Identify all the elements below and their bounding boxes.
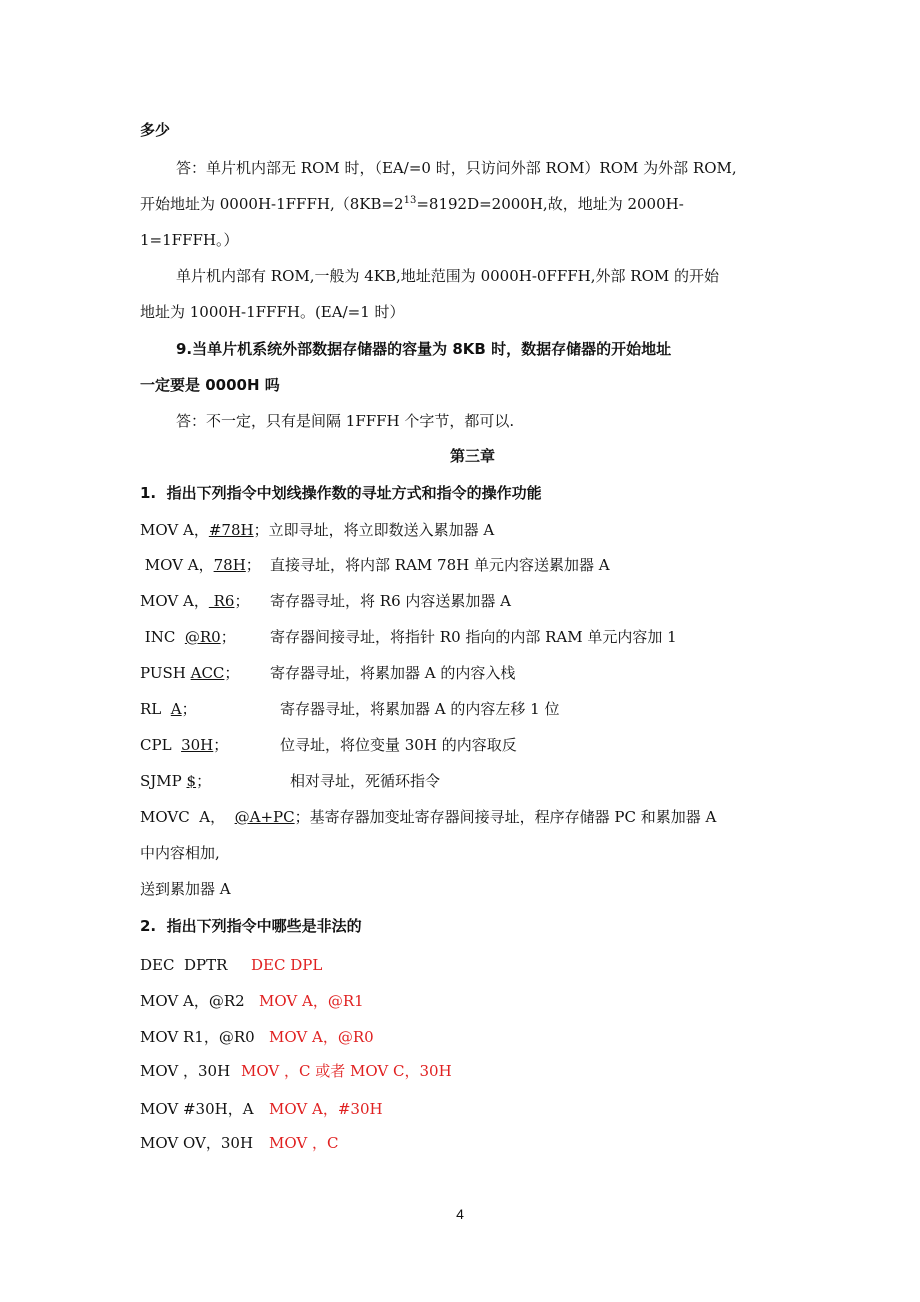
s1-row-operand: 30H [181, 736, 214, 754]
s1-movc-line-3: 送到累加器 A [140, 880, 231, 898]
q8-answer-line-5: 地址为 1000H-1FFFH。(EA/=1 时） [140, 303, 405, 321]
s1-row-desc: 寄存器寻址，将累加器 A 的内容入栈 [270, 664, 516, 682]
s1-row [140, 735, 228, 755]
s2-title: 2. 指出下列指令中哪些是非法的 [140, 917, 362, 935]
s2-row [140, 991, 245, 1011]
s1-row-pre: SJMP [140, 772, 187, 790]
s2-illegal: MOV R1，@R0 [140, 1028, 255, 1046]
exponent: 13 [403, 195, 417, 206]
s1-row-pre: PUSH [140, 664, 191, 682]
s1-row-sep: ； [213, 736, 229, 754]
s1-row-sep: ； [181, 700, 197, 718]
q9-answer: 答：不一定，只有是间隔 1FFFH 个字节，都可以. [176, 412, 515, 430]
s1-row [140, 555, 261, 575]
s1-row-sep: ； [196, 772, 212, 790]
s1-row-desc: 寄存器寻址，将累加器 A 的内容左移 1 位 [280, 700, 560, 718]
q8-answer-line-2 [140, 194, 684, 214]
s2-row [140, 1133, 253, 1153]
s1-row [140, 627, 236, 647]
s1-row [140, 699, 197, 719]
s1-row-operand: #78H [208, 521, 254, 539]
s2-correction: MOV ，C [269, 1134, 339, 1152]
q8-title-tail: 多少 [140, 121, 171, 139]
s1-row [140, 591, 249, 611]
s1-row [140, 663, 239, 683]
s1-row-operand: R6 [208, 592, 235, 610]
q8-answer-line-3: 1=1FFFH。） [140, 231, 239, 249]
s1-row-pre: CPL [140, 736, 182, 754]
s2-correction: MOV A，#30H [269, 1100, 383, 1118]
q8-answer-line-2b: =8192D=2000H,故，地址为 2000H- [416, 195, 684, 213]
q8-answer-line-4: 单片机内部有 ROM,一般为 4KB,地址范围为 0000H-0FFFH,外部 ROM 的开始 [176, 267, 719, 285]
s2-row [140, 1061, 230, 1081]
s1-row-operand: @A+PC [234, 808, 295, 826]
s1-row-desc: 位寻址，将位变量 30H 的内容取反 [280, 736, 517, 754]
s1-row-sep: ； [220, 628, 236, 646]
s2-illegal: MOV OV，30H [140, 1134, 254, 1152]
s1-row-operand: A [170, 700, 182, 718]
s2-illegal: DEC DPTR [140, 956, 228, 974]
s2-illegal: MOV #30H，A [140, 1100, 254, 1118]
s1-row-desc: 寄存器间接寻址，将指针 R0 指向的内部 RAM 单元内容加 1 [270, 628, 677, 646]
s1-row-operand: 78H [213, 556, 246, 574]
q9-title-line-1: 9.当单片机系统外部数据存储器的容量为 8KB 时，数据存储器的开始地址 [176, 340, 672, 358]
s2-correction: MOV A，@R1 [259, 992, 364, 1010]
s1-row-pre: MOV A， [140, 556, 214, 574]
page-number: 4 [456, 1206, 464, 1222]
chapter-title: 第三章 [450, 447, 496, 465]
s1-movc-line-2: 中内容相加, [140, 844, 220, 862]
q9-title-line-2: 一定要是 0000H 吗 [140, 376, 280, 394]
s2-correction: DEC DPL [251, 956, 323, 974]
q8-answer-line-2a: 开始地址为 0000H-1FFFH,（8KB=2 [140, 195, 404, 213]
s2-row [140, 955, 227, 975]
s1-row-desc: 直接寻址，将内部 RAM 78H 单元内容送累加器 A [270, 556, 610, 574]
s1-row [140, 771, 211, 791]
s1-title: 1. 指出下列指令中划线操作数的寻址方式和指令的操作功能 [140, 484, 542, 502]
s2-correction: MOV A，@R0 [269, 1028, 374, 1046]
s1-movc-line-1 [140, 807, 716, 827]
s2-illegal: MOV ，30H [140, 1062, 231, 1080]
s1-row-pre: RL [140, 700, 171, 718]
s1-row-pre: INC [140, 628, 185, 646]
s1-row-pre: MOVC A， [140, 808, 235, 826]
s1-row-sep: ； [234, 592, 250, 610]
s1-row [140, 520, 494, 540]
s1-row-desc: 相对寻址，死循环指令 [290, 772, 441, 790]
s2-correction: MOV ，C 或者 MOV C，30H [241, 1062, 452, 1080]
s1-row-operand: @R0 [184, 628, 221, 646]
s2-row [140, 1099, 254, 1119]
s1-row-operand: ACC [190, 664, 225, 682]
s1-row-desc: ；基寄存器加变址寄存器间接寻址，程序存储器 PC 和累加器 A [294, 808, 717, 826]
s1-row-operand: $ [186, 772, 197, 790]
s2-row [140, 1027, 255, 1047]
q8-answer-line-1: 答：单片机内部无 ROM 时，（EA/=0 时，只访问外部 ROM）ROM 为外部 ROM, [176, 159, 737, 177]
s1-row-desc: 寄存器寻址，将 R6 内容送累加器 A [270, 592, 511, 610]
s1-row-sep: ； [245, 556, 261, 574]
s1-row-pre: MOV A， [140, 521, 209, 539]
s1-row-desc: ；立即寻址，将立即数送入累加器 A [253, 521, 495, 539]
s1-row-sep: ； [224, 664, 240, 682]
s1-row-pre: MOV A， [140, 592, 209, 610]
s2-illegal: MOV A，@R2 [140, 992, 245, 1010]
